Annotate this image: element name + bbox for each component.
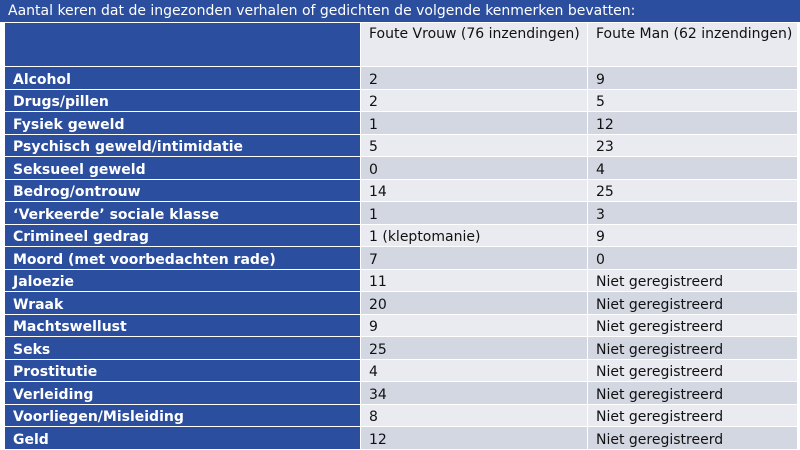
table-row <box>5 404 798 427</box>
table-row <box>5 179 798 202</box>
cell-foute-vrouw: 4 <box>361 359 588 382</box>
table-row <box>5 292 798 315</box>
table-row <box>5 382 798 405</box>
cell-foute-vrouw: 7 <box>361 247 588 270</box>
cell-foute-vrouw: 1 <box>361 202 588 225</box>
table-header-row <box>5 23 798 67</box>
cell-foute-man: 9 <box>588 67 798 90</box>
row-label: Jaloezie <box>5 269 361 292</box>
table-row <box>5 247 798 270</box>
cell-foute-vrouw: 2 <box>361 67 588 90</box>
row-label: Machtswellust <box>5 314 361 337</box>
cell-foute-man: 5 <box>588 89 798 112</box>
cell-foute-vrouw: 34 <box>361 382 588 405</box>
row-label: Prostitutie <box>5 359 361 382</box>
cell-foute-vrouw: 1 <box>361 112 588 135</box>
cell-foute-man: Niet geregistreerd <box>588 359 798 382</box>
cell-foute-vrouw: 25 <box>361 337 588 360</box>
cell-foute-man: Niet geregistreerd <box>588 292 798 315</box>
table-row <box>5 427 798 450</box>
row-label: Wraak <box>5 292 361 315</box>
cell-foute-man: Niet geregistreerd <box>588 314 798 337</box>
cell-foute-man: 0 <box>588 247 798 270</box>
row-label: Bedrog/ontrouw <box>5 179 361 202</box>
row-label: Seks <box>5 337 361 360</box>
row-label: Psychisch geweld/intimidatie <box>5 134 361 157</box>
row-label: Seksueel geweld <box>5 157 361 180</box>
row-label: Fysiek geweld <box>5 112 361 135</box>
cell-foute-vrouw: 12 <box>361 427 588 450</box>
cell-foute-vrouw: 0 <box>361 157 588 180</box>
row-label: ‘Verkeerde’ sociale klasse <box>5 202 361 225</box>
cell-foute-vrouw: 11 <box>361 269 588 292</box>
cell-foute-man: Niet geregistreerd <box>588 269 798 292</box>
cell-foute-man: 25 <box>588 179 798 202</box>
row-label: Geld <box>5 427 361 450</box>
cell-foute-vrouw: 8 <box>361 404 588 427</box>
cell-foute-vrouw: 5 <box>361 134 588 157</box>
row-label: Moord (met voorbedachten rade) <box>5 247 361 270</box>
table-row <box>5 224 798 247</box>
table-row <box>5 112 798 135</box>
row-label: Alcohol <box>5 67 361 90</box>
table-row <box>5 314 798 337</box>
table-title: Aantal keren dat de ingezonden verhalen of gedichten de volgende kenmerken bevatten: <box>0 0 800 22</box>
cell-foute-vrouw: 20 <box>361 292 588 315</box>
table-row <box>5 337 798 360</box>
row-label: Voorliegen/Misleiding <box>5 404 361 427</box>
cell-foute-man: Niet geregistreerd <box>588 427 798 450</box>
row-label: Drugs/pillen <box>5 89 361 112</box>
header-corner-cell <box>5 23 361 67</box>
header-foute-man: Foute Man (62 inzendingen) <box>588 23 798 67</box>
cell-foute-vrouw: 1 (kleptomanie) <box>361 224 588 247</box>
cell-foute-man: 4 <box>588 157 798 180</box>
table-row <box>5 269 798 292</box>
table-row <box>5 89 798 112</box>
cell-foute-vrouw: 14 <box>361 179 588 202</box>
cell-foute-vrouw: 9 <box>361 314 588 337</box>
cell-foute-man: 23 <box>588 134 798 157</box>
cell-foute-man: Niet geregistreerd <box>588 382 798 405</box>
characteristics-table <box>4 22 798 450</box>
cell-foute-man: 3 <box>588 202 798 225</box>
cell-foute-man: 12 <box>588 112 798 135</box>
table-row <box>5 359 798 382</box>
table-row <box>5 202 798 225</box>
table-row <box>5 157 798 180</box>
cell-foute-man: 9 <box>588 224 798 247</box>
table-row <box>5 67 798 90</box>
row-label: Verleiding <box>5 382 361 405</box>
cell-foute-man: Niet geregistreerd <box>588 337 798 360</box>
table-row <box>5 134 798 157</box>
header-foute-vrouw: Foute Vrouw (76 inzendingen) <box>361 23 588 67</box>
cell-foute-vrouw: 2 <box>361 89 588 112</box>
row-label: Crimineel gedrag <box>5 224 361 247</box>
cell-foute-man: Niet geregistreerd <box>588 404 798 427</box>
